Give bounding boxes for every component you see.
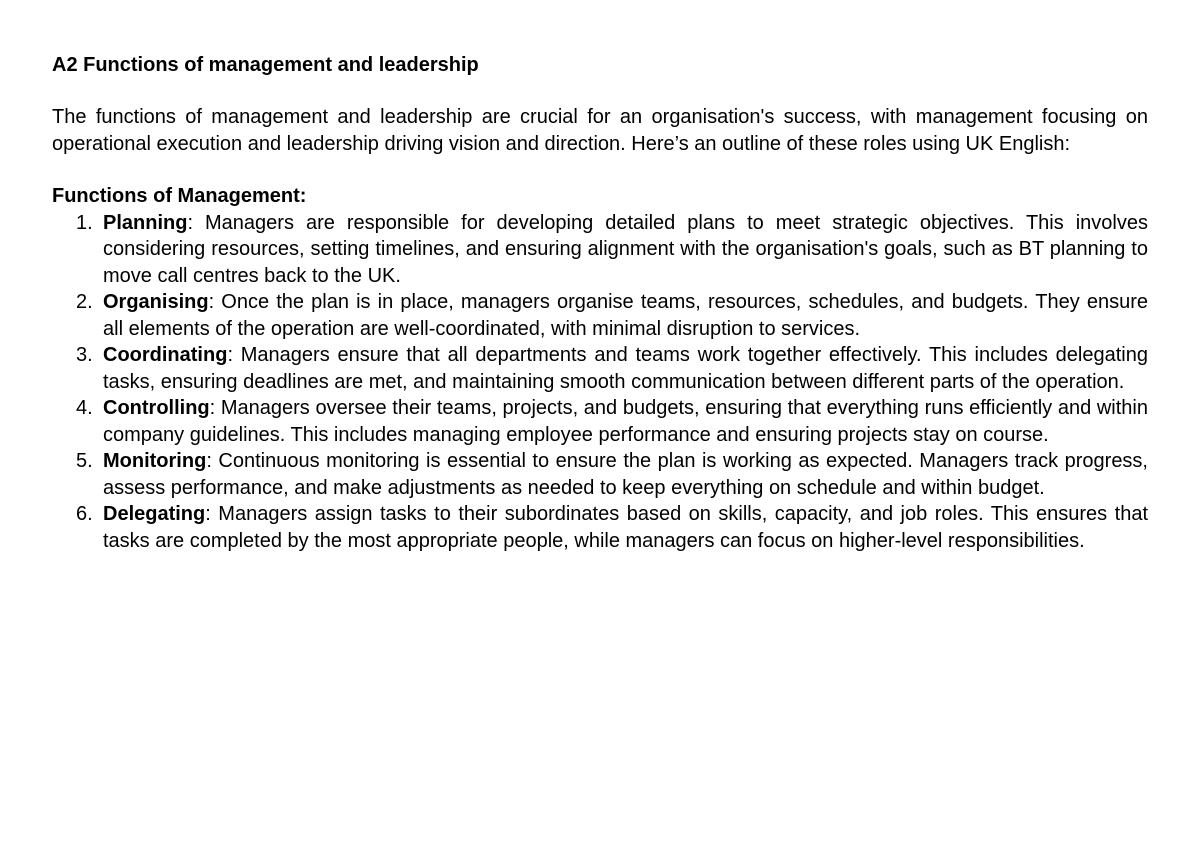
list-item <box>52 395 1148 448</box>
list-item-number: 5. <box>76 450 93 472</box>
section-heading: Functions of Management: <box>52 185 307 207</box>
list-item-term: Coordinating <box>103 344 228 366</box>
list-item-text: : Managers ensure that all departments and teams work together effectively. This includes delegating tasks, ensuring deadlines are met, and maintaining smooth communication between different parts of the operation. <box>103 344 1148 393</box>
list-item-term: Planning <box>103 211 188 234</box>
list-item-term: Organising <box>103 291 209 313</box>
list-item-number: 4. <box>76 397 93 419</box>
list-item <box>52 210 1148 290</box>
document-title: A2 Functions of management and leadership <box>52 54 479 76</box>
list-item-text: : Continuous monitoring is essential to ensure the plan is working as expected. Managers track progress, assess performance, and make adjustments as needed to keep everything on schedule and within budget. <box>103 450 1148 499</box>
list-item <box>52 448 1148 501</box>
list-item-number: 3. <box>76 344 93 366</box>
list-item-text: : Managers are responsible for developing detailed plans to meet strategic objectives. This involves considering resources, setting timelines, and ensuring alignment with the organisation's goals, such as BT planning to move call centres back to the UK. <box>103 211 1148 287</box>
list-item <box>52 501 1148 554</box>
list-item-text: : Managers oversee their teams, projects, and budgets, ensuring that everything runs efficiently and within company guidelines. This includes managing employee performance and ensuring projects stay on course. <box>103 397 1148 446</box>
list-item-number: 6. <box>76 503 93 525</box>
list-item <box>52 342 1148 395</box>
list-item-term: Delegating <box>103 503 206 525</box>
list-item-number: 1. <box>76 211 93 234</box>
list-item-term: Monitoring <box>103 450 207 472</box>
intro-paragraph: The functions of management and leadership are crucial for an organisation's success, with management focusing on operational execution and leadership driving vision and direction. Here’s an outline of these roles using UK English: <box>52 106 1148 155</box>
functions-list <box>52 210 1148 555</box>
list-item-text: : Once the plan is in place, managers organise teams, resources, schedules, and budgets. They ensure all elements of the operation are well-coordinated, with minimal disruption to services. <box>103 291 1148 340</box>
list-item-term: Controlling <box>103 397 210 419</box>
list-item-text: : Managers assign tasks to their subordinates based on skills, capacity, and job roles. This ensures that tasks are completed by the most appropriate people, while managers can focus on higher-level responsibilities. <box>103 503 1148 552</box>
list-item <box>52 289 1148 342</box>
list-item-number: 2. <box>76 291 93 313</box>
